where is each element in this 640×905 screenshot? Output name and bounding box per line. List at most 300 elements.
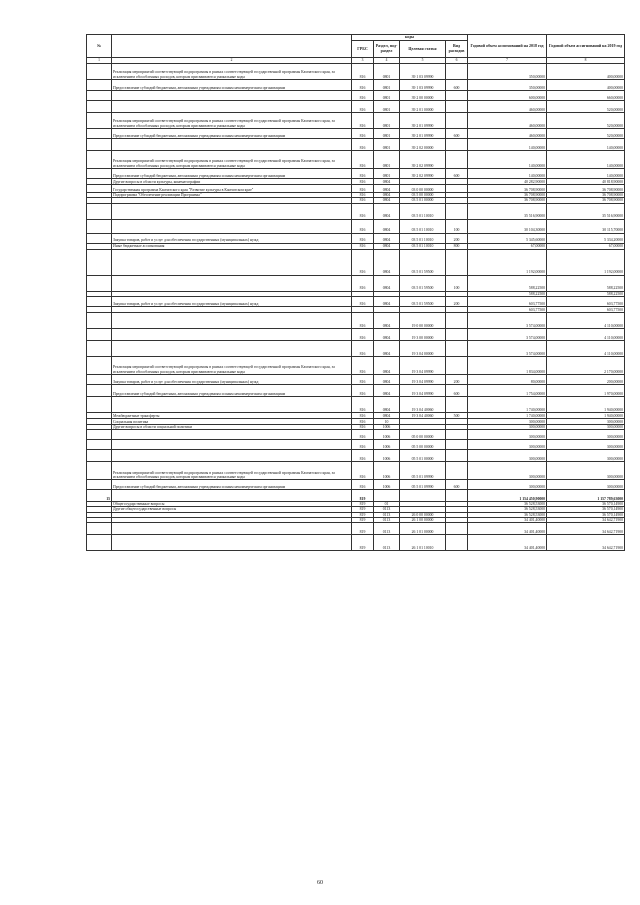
row-amount-2018: 300,00000 (468, 440, 547, 450)
row-name (112, 523, 352, 535)
row-amount-2019: 300,00000 (547, 424, 625, 429)
row-expense-type (446, 185, 468, 193)
row-amount-2018: 140,00000 (468, 169, 547, 179)
row-target-article: 26 1 01 00000 (400, 523, 446, 535)
row-section: 1006 (374, 440, 400, 450)
row-section: 0804 (374, 384, 400, 396)
row-grbs: 816 (352, 91, 374, 101)
row-expense-type: 600 (446, 129, 468, 139)
row-section: 0804 (374, 249, 400, 275)
table-row (87, 169, 625, 179)
row-number (87, 151, 112, 169)
row-target-article: 03 0 00 00000 (400, 185, 446, 193)
row-number (87, 450, 112, 462)
row-expense-type (446, 203, 468, 219)
row-section: 0801 (374, 129, 400, 139)
row-name (112, 139, 352, 151)
row-name (112, 249, 352, 275)
header-expense-type: Вид расходов (446, 41, 468, 58)
row-section: 0801 (374, 64, 400, 80)
row-number (87, 129, 112, 139)
row-grbs: 816 (352, 139, 374, 151)
row-target-article: 03 5 01 10010 (400, 233, 446, 243)
row-section: 0804 (374, 312, 400, 328)
row-section: 0801 (374, 169, 400, 179)
row-section: 0804 (374, 185, 400, 193)
row-grbs: 816 (352, 113, 374, 129)
row-target-article: 03 5 01 10010 (400, 203, 446, 219)
row-amount-2018: 3 574,00000 (468, 340, 547, 356)
row-name: Предоставление субсидий бюджетным, автономным учреждениям и иным некоммерческим организациям (112, 384, 352, 396)
row-grbs: 819 (352, 490, 374, 502)
row-name (112, 312, 352, 328)
row-number (87, 462, 112, 480)
row-amount-2018: 300,00000 (468, 418, 547, 424)
column-number: 4 (374, 58, 400, 64)
row-amount-2019: 36 570,14900 (547, 502, 625, 507)
row-amount-2019: 30 115,70000 (547, 219, 625, 233)
table-row (87, 139, 625, 151)
row-section: 0113 (374, 507, 400, 512)
row-grbs: 819 (352, 518, 374, 523)
row-name: Закупка товаров, работ и услуг для обеспечения государственных (муниципальных) нужд (112, 296, 352, 306)
row-amount-2018: 140,00000 (468, 151, 547, 169)
row-grbs: 816 (352, 312, 374, 328)
row-grbs: 816 (352, 198, 374, 203)
row-amount-2019: 588,22500 (547, 291, 625, 296)
table-row (87, 328, 625, 340)
row-amount-2019: 1 940,00000 (547, 396, 625, 412)
row-name (112, 440, 352, 450)
row-expense-type (446, 356, 468, 374)
row-amount-2019: 34 642,71900 (547, 535, 625, 551)
row-number (87, 64, 112, 80)
row-grbs: 819 (352, 535, 374, 551)
row-number (87, 312, 112, 328)
row-expense-type: 600 (446, 169, 468, 179)
row-amount-2019: 34 642,71900 (547, 523, 625, 535)
row-name: Иные бюджетные ассигнования (112, 243, 352, 249)
row-amount-2019: 1 940,00000 (547, 412, 625, 418)
row-amount-2018: 36 528,53000 (468, 502, 547, 507)
row-section: 0801 (374, 101, 400, 113)
row-target-article: 39 2 02 00000 (400, 139, 446, 151)
row-expense-type (446, 312, 468, 328)
row-amount-2019: 300,00000 (547, 480, 625, 490)
row-amount-2019: 140,00000 (547, 151, 625, 169)
row-amount-2019: 603,77500 (547, 296, 625, 306)
row-amount-2018: 460,00000 (468, 113, 547, 129)
row-section: 1006 (374, 462, 400, 480)
row-name (112, 203, 352, 219)
row-grbs: 816 (352, 203, 374, 219)
row-section: 0113 (374, 518, 400, 523)
row-number (87, 139, 112, 151)
row-amount-2019: 300,00000 (547, 430, 625, 440)
row-number (87, 396, 112, 412)
row-expense-type: 600 (446, 480, 468, 490)
table-row (87, 113, 625, 129)
row-target-article: 39 2 00 00000 (400, 91, 446, 101)
row-target-article: 19 3 04 00000 (400, 340, 446, 356)
row-amount-2019: 660,00000 (547, 91, 625, 101)
row-name (112, 219, 352, 233)
row-grbs: 819 (352, 507, 374, 512)
row-amount-2019: 520,00000 (547, 129, 625, 139)
row-grbs: 816 (352, 243, 374, 249)
row-expense-type (446, 440, 468, 450)
row-name: Закупка товаров, работ и услуг для обеспечения государственных (муниципальных) нужд (112, 233, 352, 243)
row-grbs: 816 (352, 418, 374, 424)
row-section: 0804 (374, 275, 400, 291)
row-grbs: 816 (352, 340, 374, 356)
row-amount-2018: 460,00000 (468, 129, 547, 139)
row-target-article: 39 2 02 09990 (400, 151, 446, 169)
row-amount-2018: 36 708,90000 (468, 193, 547, 198)
row-section: 01 (374, 502, 400, 507)
row-grbs: 816 (352, 462, 374, 480)
row-section: 0804 (374, 203, 400, 219)
row-target-article: 03 5 01 59500 (400, 249, 446, 275)
row-amount-2018: 588,22500 (468, 291, 547, 296)
row-name (112, 396, 352, 412)
row-name (112, 535, 352, 551)
row-name: Другие вопросы в области социальной политики (112, 424, 352, 429)
row-target-article: 39 2 01 00000 (400, 101, 446, 113)
row-target-article: 39 1 03 09990 (400, 80, 446, 91)
row-grbs: 816 (352, 151, 374, 169)
row-number (87, 101, 112, 113)
row-amount-2018: 140,00000 (468, 139, 547, 151)
row-section: 0113 (374, 512, 400, 517)
column-number: 1 (87, 58, 112, 64)
row-number (87, 535, 112, 551)
column-number: 2 (112, 58, 352, 64)
row-target-article: 03 5 01 59500 (400, 275, 446, 291)
header-num: № (87, 35, 112, 58)
row-amount-2019: 300,00000 (547, 450, 625, 462)
row-number (87, 275, 112, 291)
row-grbs: 816 (352, 233, 374, 243)
row-expense-type (446, 328, 468, 340)
row-section: 1006 (374, 430, 400, 440)
row-target-article: 05 5 01 09990 (400, 462, 446, 480)
row-expense-type (446, 490, 468, 502)
row-grbs: 816 (352, 480, 374, 490)
header-year-2019: Годовой объем ассигнований на 2019 год (547, 35, 625, 58)
row-amount-2018: 300,00000 (468, 424, 547, 429)
row-section: 0804 (374, 396, 400, 412)
row-section: 0804 (374, 198, 400, 203)
row-target-article: 05 0 00 00000 (400, 430, 446, 440)
row-grbs: 816 (352, 193, 374, 198)
row-expense-type: 600 (446, 80, 468, 91)
table-row (87, 450, 625, 462)
row-target-article: 05 5 00 00000 (400, 440, 446, 450)
row-amount-2018: 67,00000 (468, 243, 547, 249)
row-amount-2019: 2 170,00000 (547, 356, 625, 374)
row-section: 0804 (374, 356, 400, 374)
row-expense-type (446, 450, 468, 462)
row-section: 0801 (374, 139, 400, 151)
row-section: 0804 (374, 374, 400, 384)
row-number (87, 374, 112, 384)
row-expense-type (446, 396, 468, 412)
header-year-2018: Годовой объем ассигнований на 2018 год (468, 35, 547, 58)
row-amount-2018: 3 574,00000 (468, 328, 547, 340)
row-name: Другие вопросы в области культуры, кинематографии (112, 179, 352, 185)
row-amount-2018: 36 528,53000 (468, 512, 547, 517)
row-amount-2019: 140,00000 (547, 139, 625, 151)
row-section: 0801 (374, 91, 400, 101)
column-number: 3 (352, 58, 374, 64)
row-amount-2019: 35 516,90000 (547, 203, 625, 219)
row-name (112, 340, 352, 356)
row-section: 10 (374, 418, 400, 424)
row-expense-type: 200 (446, 296, 468, 306)
row-amount-2019: 36 708,90000 (547, 198, 625, 203)
row-target-article: 03 5 01 10010 (400, 243, 446, 249)
row-amount-2018: 350,00000 (468, 64, 547, 80)
row-grbs: 816 (352, 450, 374, 462)
row-name (112, 91, 352, 101)
row-number (87, 296, 112, 306)
row-expense-type: 800 (446, 243, 468, 249)
row-target-article: 39 1 03 09990 (400, 64, 446, 80)
page-number: 60 (317, 880, 323, 886)
table-row (87, 101, 625, 113)
row-amount-2019: 4 110,00000 (547, 340, 625, 356)
table-row (87, 462, 625, 480)
row-number: 15 (87, 490, 112, 502)
row-grbs: 816 (352, 179, 374, 185)
row-target-article: 39 2 01 09990 (400, 113, 446, 129)
row-target-article: 03 5 01 59500 (400, 296, 446, 306)
row-amount-2019: 5 334,20000 (547, 233, 625, 243)
row-expense-type (446, 139, 468, 151)
row-name (112, 430, 352, 440)
row-grbs: 816 (352, 169, 374, 179)
row-grbs: 816 (352, 396, 374, 412)
row-section: 0804 (374, 296, 400, 306)
table-row (87, 535, 625, 551)
row-target-article (400, 490, 446, 502)
row-amount-2018: 5 345,60000 (468, 233, 547, 243)
table-row (87, 219, 625, 233)
row-amount-2018: 300,00000 (468, 462, 547, 480)
row-amount-2018: 350,00000 (468, 80, 547, 91)
row-amount-2019: 200,00000 (547, 374, 625, 384)
row-name (112, 490, 352, 502)
table-row (87, 185, 625, 193)
row-target-article: 26 0 00 00000 (400, 512, 446, 517)
column-number: 7 (468, 58, 547, 64)
table-row (87, 249, 625, 275)
row-section (374, 490, 400, 502)
row-section: 0804 (374, 340, 400, 356)
table-row (87, 340, 625, 356)
row-section: 0804 (374, 179, 400, 185)
row-target-article: 19 3 04 09990 (400, 374, 446, 384)
row-expense-type (446, 430, 468, 440)
row-amount-2018: 34 401,40000 (468, 535, 547, 551)
row-amount-2019: 36 708,90000 (547, 193, 625, 198)
table-row (87, 384, 625, 396)
column-number: 6 (446, 58, 468, 64)
row-amount-2019: 34 642,71900 (547, 518, 625, 523)
row-grbs: 816 (352, 412, 374, 418)
row-number (87, 328, 112, 340)
row-amount-2018: 300,00000 (468, 430, 547, 440)
row-amount-2019: 400,00000 (547, 64, 625, 80)
row-expense-type: 100 (446, 275, 468, 291)
row-grbs: 816 (352, 424, 374, 429)
row-number (87, 91, 112, 101)
row-section: 0804 (374, 412, 400, 418)
row-target-article: 19 0 00 00000 (400, 312, 446, 328)
row-grbs: 816 (352, 440, 374, 450)
row-name: Общегосударственные вопросы (112, 502, 352, 507)
table-row (87, 396, 625, 412)
row-section: 0804 (374, 243, 400, 249)
row-number (87, 80, 112, 91)
header-codes: коды (352, 35, 468, 41)
row-target-article: 19 3 00 00000 (400, 328, 446, 340)
row-number (87, 430, 112, 440)
row-grbs: 816 (352, 64, 374, 80)
row-section: 0113 (374, 523, 400, 535)
row-amount-2019: 36 570,14900 (547, 512, 625, 517)
row-name: Реализация мероприятий соответствующей подпрограммы в рамках соответствующей государственной программы Камчатского края, за исключением обособленных расходов, которым присваиваются уникальные коды (112, 462, 352, 480)
row-amount-2019: 520,00000 (547, 113, 625, 129)
row-section: 0801 (374, 113, 400, 129)
row-amount-2018: 1 154 450,90000 (468, 490, 547, 502)
row-grbs: 816 (352, 249, 374, 275)
row-target-article: 39 2 01 09990 (400, 129, 446, 139)
table-row (87, 151, 625, 169)
table-row (87, 523, 625, 535)
row-target-article: 26 1 00 00000 (400, 518, 446, 523)
header-section: Раздел, под- раздел (374, 41, 400, 58)
row-section: 0113 (374, 535, 400, 551)
row-amount-2018: 1 740,00000 (468, 396, 547, 412)
row-amount-2018: 36 708,90000 (468, 198, 547, 203)
row-number (87, 169, 112, 179)
row-amount-2018: 34 401,40000 (468, 523, 547, 535)
table-row (87, 203, 625, 219)
header-grbs: ГРБС (352, 41, 374, 58)
row-number (87, 480, 112, 490)
row-number (87, 113, 112, 129)
row-amount-2018: 36 708,90000 (468, 185, 547, 193)
row-expense-type (446, 523, 468, 535)
row-target-article: 19 3 04 40060 (400, 412, 446, 418)
row-name (112, 328, 352, 340)
row-number (87, 249, 112, 275)
row-name: Реализация мероприятий соответствующей подпрограммы в рамках соответствующей государственной программы Камчатского края, за исключением обособленных расходов, которым присваиваются уникальные коды (112, 151, 352, 169)
row-expense-type: 100 (446, 219, 468, 233)
row-amount-2019: 1 970,00000 (547, 384, 625, 396)
table-row (87, 80, 625, 91)
row-amount-2018: 300,00000 (468, 450, 547, 462)
column-number: 5 (400, 58, 446, 64)
row-expense-type: 200 (446, 233, 468, 243)
row-amount-2018: 1 192,00000 (468, 249, 547, 275)
table-row (87, 129, 625, 139)
row-grbs: 816 (352, 219, 374, 233)
row-section: 0804 (374, 328, 400, 340)
row-amount-2018: 35 516,90000 (468, 203, 547, 219)
row-number (87, 440, 112, 450)
row-target-article: 05 5 01 00000 (400, 450, 446, 462)
row-target-article: 19 3 04 09990 (400, 356, 446, 374)
row-amount-2019: 588,22500 (547, 275, 625, 291)
appropriations-table (86, 34, 625, 551)
row-amount-2018: 30 104,30000 (468, 219, 547, 233)
row-amount-2018: 36 528,53000 (468, 507, 547, 512)
row-expense-type (446, 113, 468, 129)
row-amount-2019: 4 110,00000 (547, 328, 625, 340)
row-amount-2019: 1 192,00000 (547, 249, 625, 275)
table-row (87, 480, 625, 490)
row-number (87, 233, 112, 243)
row-amount-2019: 300,00000 (547, 418, 625, 424)
row-amount-2018: 1 754,00000 (468, 384, 547, 396)
row-number (87, 523, 112, 535)
row-amount-2018: 3 574,00000 (468, 312, 547, 328)
row-name: Социальная политика (112, 418, 352, 424)
row-target-article: 19 3 04 09990 (400, 384, 446, 396)
row-section: 0804 (374, 193, 400, 198)
row-grbs: 816 (352, 129, 374, 139)
row-grbs: 819 (352, 512, 374, 517)
row-amount-2018: 603,77500 (468, 306, 547, 312)
table-row (87, 440, 625, 450)
row-grbs: 816 (352, 430, 374, 440)
row-expense-type: 600 (446, 384, 468, 396)
table-row (87, 296, 625, 306)
table-row (87, 64, 625, 80)
row-grbs: 816 (352, 185, 374, 193)
header-target-article: Целевая статья (400, 41, 446, 58)
row-name (112, 275, 352, 291)
row-section: 0801 (374, 80, 400, 91)
row-amount-2019: 300,00000 (547, 462, 625, 480)
row-number (87, 340, 112, 356)
row-amount-2018: 600,00000 (468, 91, 547, 101)
row-amount-2019: 520,00000 (547, 101, 625, 113)
row-expense-type (446, 535, 468, 551)
row-expense-type (446, 462, 468, 480)
row-target-article: 39 2 02 09990 (400, 169, 446, 179)
row-expense-type (446, 151, 468, 169)
row-grbs: 816 (352, 328, 374, 340)
row-amount-2019: 40 818,90000 (547, 179, 625, 185)
header-name (112, 35, 352, 58)
row-number (87, 356, 112, 374)
row-name: Предоставление субсидий бюджетным, автономным учреждениям и иным некоммерческим организациям (112, 129, 352, 139)
row-target-article: 19 3 04 40060 (400, 396, 446, 412)
table-body (87, 64, 625, 551)
row-amount-2018: 1 834,00000 (468, 356, 547, 374)
row-section: 0801 (374, 151, 400, 169)
row-amount-2019: 4 110,00000 (547, 312, 625, 328)
row-grbs: 816 (352, 101, 374, 113)
row-name: Государственная программа Камчатского края "Развитие культуры в Камчатском крае" (112, 185, 352, 193)
row-name: Предоставление субсидий бюджетным, автономным учреждениям и иным некоммерческим организациям (112, 169, 352, 179)
row-name: Закупка товаров, работ и услуг для обеспечения государственных (муниципальных) нужд (112, 374, 352, 384)
row-expense-type (446, 64, 468, 80)
